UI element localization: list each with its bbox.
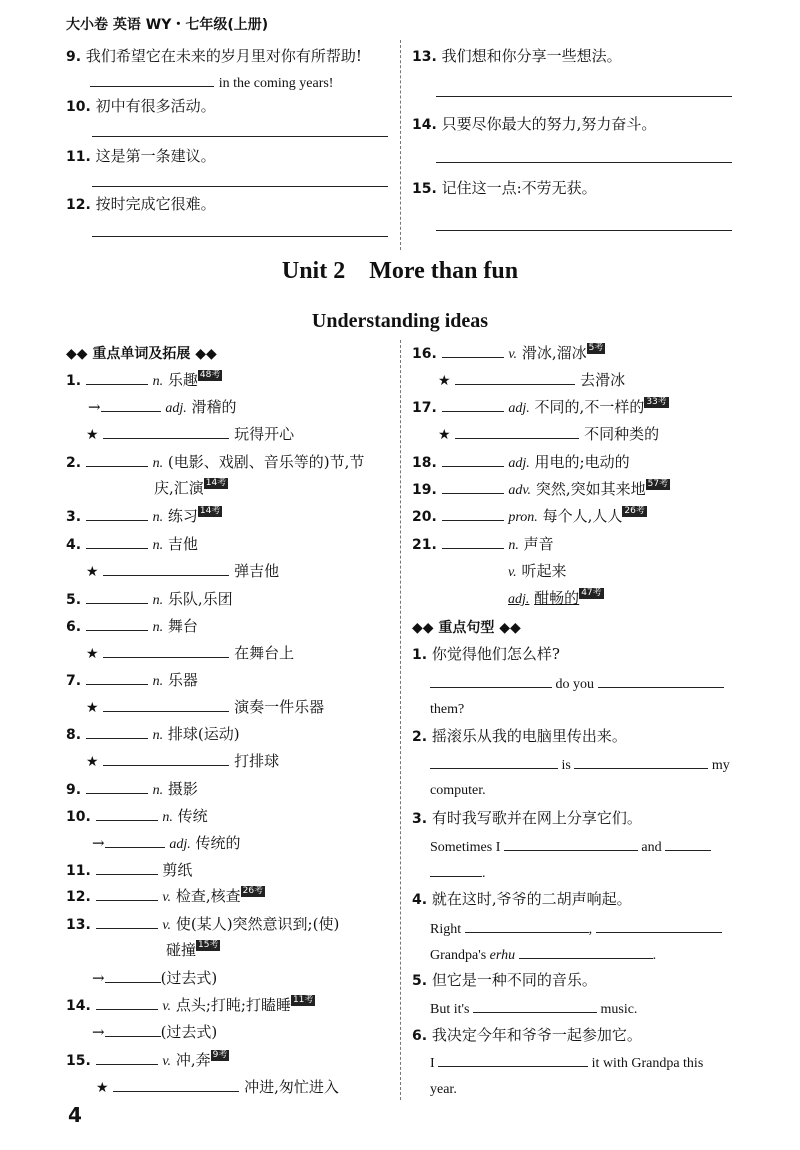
vocab-heading: ◆◆ 重点单词及拓展 ◆◆ — [66, 346, 217, 362]
sentence-answer-cont: them? — [430, 702, 465, 717]
answer-blank[interactable] — [455, 370, 575, 385]
answer-blank[interactable] — [103, 643, 229, 658]
page-number: 4 — [68, 1103, 82, 1127]
exam-count-badge: 14考 — [205, 478, 227, 488]
answer-blank[interactable] — [96, 886, 158, 901]
vocab-derivative: → (过去式) — [92, 1023, 218, 1041]
sentence-answer-cont: Grandpa's erhu . — [430, 944, 656, 966]
answer-line[interactable] — [92, 236, 388, 237]
vocab-item: 12. v. 检查,核查 26考 — [66, 886, 264, 905]
translation-answer: in the coming years! — [90, 72, 333, 94]
answer-blank[interactable] — [86, 724, 148, 739]
vocab-phrase: ★ 演奏一件乐器 — [86, 698, 325, 716]
answer-line[interactable] — [436, 230, 732, 231]
vocab-item: 3. n. 练习 14考 — [66, 506, 221, 525]
answer-blank[interactable] — [442, 397, 504, 412]
vocab-phrase: ★ 弹吉他 — [86, 562, 280, 580]
sentence-answer: I it with Grandpa this — [430, 1052, 703, 1074]
answer-blank[interactable] — [96, 914, 158, 929]
section-subtitle: Understanding ideas — [311, 310, 489, 332]
answer-blank[interactable] — [101, 397, 161, 412]
vocab-item-cont: v. 听起来 — [508, 562, 567, 580]
answer-blank[interactable] — [86, 506, 148, 521]
sentence-item: 2. 摇滚乐从我的电脑里传出来。 — [412, 727, 627, 745]
sentence-item: 5. 但它是一种不同的音乐。 — [412, 971, 597, 989]
answer-blank[interactable] — [86, 779, 148, 794]
answer-blank[interactable] — [465, 918, 589, 933]
answer-blank[interactable] — [86, 670, 148, 685]
sentence-answer-cont: year. — [430, 1082, 457, 1097]
vocab-item: 7. n. 乐器 — [66, 671, 198, 689]
exam-count-badge: 47考 — [581, 588, 602, 598]
answer-blank[interactable] — [519, 944, 653, 959]
exam-count-badge: 57考 — [647, 479, 669, 489]
vocab-derivative: → adj. 滑稽的 — [88, 398, 237, 416]
answer-blank[interactable] — [442, 506, 504, 521]
answer-blank[interactable] — [442, 452, 504, 467]
book-header: 大小卷 英语 WY・七年级(上册) — [66, 17, 269, 33]
translation-item: 10. 初中有很多活动。 — [66, 97, 216, 115]
column-divider — [400, 340, 401, 1100]
answer-blank[interactable] — [103, 561, 229, 576]
vocab-item: 20. pron. 每个人,人人 26考 — [412, 506, 645, 525]
vocab-phrase: ★ 打排球 — [86, 752, 280, 770]
exam-count-badge: 26考 — [242, 886, 264, 896]
exam-count-badge: 5考 — [588, 343, 604, 353]
answer-blank[interactable] — [86, 370, 148, 385]
answer-blank[interactable] — [86, 452, 148, 467]
answer-blank[interactable] — [473, 998, 597, 1013]
vocab-item: 13. v. 使(某人)突然意识到;(使) — [66, 915, 340, 933]
sentence-item: 4. 就在这时,爷爷的二胡声响起。 — [412, 890, 632, 908]
vocab-phrase: ★ 冲进,匆忙进入 — [96, 1078, 339, 1096]
sentence-answer: is my — [430, 754, 730, 776]
star-icon: ★ — [96, 1080, 109, 1096]
vocab-derivative: → adj. 传统的 — [92, 834, 241, 852]
answer-blank[interactable] — [96, 806, 158, 821]
star-icon: ★ — [438, 427, 451, 443]
answer-blank[interactable] — [96, 995, 158, 1010]
vocab-item: 21. n. 声音 — [412, 535, 554, 553]
star-icon: ★ — [86, 646, 99, 662]
exam-count-badge: 9考 — [212, 1050, 228, 1060]
vocab-item: 16. v. 滑冰,溜冰 5考 — [412, 343, 604, 362]
sentence-heading: ◆◆ 重点句型 ◆◆ — [412, 620, 521, 636]
answer-blank[interactable] — [596, 918, 722, 933]
answer-blank[interactable] — [103, 424, 229, 439]
answer-blank[interactable] — [105, 833, 165, 848]
translation-item: 9. 我们希望它在未来的岁月里对你有所帮助! — [66, 47, 362, 65]
vocab-derivative: → (过去式) — [92, 969, 218, 987]
answer-blank[interactable] — [103, 751, 229, 766]
exam-count-badge: 15考 — [198, 940, 219, 950]
sentence-answer: But it's music. — [430, 998, 637, 1020]
translation-item: 12. 按时完成它很难。 — [66, 195, 216, 213]
answer-blank[interactable] — [86, 616, 148, 631]
star-icon: ★ — [86, 564, 99, 580]
vocab-item: 6. n. 舞台 — [66, 617, 198, 635]
translation-item: 15. 记住这一点:不劳无获。 — [412, 179, 597, 197]
vocab-item: 17. adj. 不同的,不一样的 33考 — [412, 397, 667, 416]
answer-blank[interactable] — [105, 968, 161, 983]
vocab-item: 9. n. 摄影 — [66, 780, 198, 798]
answer-line[interactable] — [92, 136, 388, 137]
star-icon: ★ — [86, 427, 99, 443]
answer-blank[interactable] — [86, 534, 148, 549]
vocab-item: 8. n. 排球(运动) — [66, 725, 240, 743]
answer-line[interactable] — [436, 162, 732, 163]
exam-count-badge: 26考 — [624, 506, 645, 516]
unit-title: Unit 2 More than fun — [281, 258, 519, 284]
vocab-phrase: ★ 在舞台上 — [86, 644, 295, 662]
sentence-answer: do you — [430, 673, 724, 695]
exam-count-badge: 48考 — [199, 370, 221, 380]
vocab-item: 11. 剪纸 — [66, 861, 193, 879]
vocab-item: 18. adj. 用电的;电动的 — [412, 453, 630, 471]
answer-blank[interactable] — [96, 1050, 158, 1065]
sentence-answer-cont: computer. — [430, 783, 486, 798]
answer-blank[interactable] — [665, 836, 711, 851]
star-icon: ★ — [86, 700, 99, 716]
vocab-item-cont: 碰撞 15考 — [166, 940, 219, 959]
answer-blank[interactable] — [103, 697, 229, 712]
star-icon: ★ — [86, 754, 99, 770]
answer-blank[interactable] — [442, 534, 504, 549]
sentence-answer: Right , — [430, 918, 722, 940]
vocab-item-cont: 庆,汇演 14考 — [154, 478, 227, 497]
answer-blank[interactable] — [455, 424, 579, 439]
answer-line[interactable] — [92, 186, 388, 187]
answer-blank[interactable] — [442, 343, 504, 358]
answer-blank[interactable] — [96, 860, 158, 875]
answer-blank[interactable] — [504, 836, 638, 851]
answer-blank[interactable] — [438, 1052, 588, 1067]
vocab-item: 14. v. 点头;打盹;打瞌睡 11考 — [66, 995, 314, 1014]
answer-blank[interactable] — [574, 754, 708, 769]
sentence-item: 6. 我决定今年和爷爷一起参加它。 — [412, 1026, 642, 1044]
answer-blank[interactable] — [442, 479, 504, 494]
translation-item: 14. 只要尽你最大的努力,努力奋斗。 — [412, 115, 657, 133]
translation-item: 11. 这是第一条建议。 — [66, 147, 216, 165]
answer-blank[interactable] — [430, 754, 558, 769]
vocab-item: 19. adv. 突然,突如其来地 57考 — [412, 479, 669, 498]
star-icon: ★ — [438, 373, 451, 389]
answer-blank[interactable] — [598, 673, 724, 688]
sentence-answer-cont: . — [430, 862, 486, 884]
vocab-item: 4. n. 吉他 — [66, 535, 198, 553]
answer-blank[interactable] — [86, 589, 148, 604]
vocab-item: 15. v. 冲,奔 9考 — [66, 1050, 228, 1069]
exam-count-badge: 33考 — [646, 397, 667, 407]
column-divider — [400, 40, 401, 250]
vocab-phrase: ★ 去滑冰 — [438, 371, 626, 389]
vocab-item: 2. n. (电影、戏剧、音乐等的)节,节 — [66, 453, 365, 471]
sentence-item: 1. 你觉得他们怎么样? — [412, 645, 560, 663]
vocab-phrase: ★ 玩得开心 — [86, 425, 295, 443]
answer-line[interactable] — [436, 96, 732, 97]
answer-blank[interactable] — [105, 1022, 161, 1037]
answer-blank[interactable] — [430, 862, 482, 877]
translation-item: 13. 我们想和你分享一些想法。 — [412, 47, 622, 65]
vocab-item: 10. n. 传统 — [66, 807, 208, 825]
vocab-phrase: ★ 不同种类的 — [438, 425, 660, 443]
answer-blank[interactable] — [113, 1077, 239, 1092]
sentence-answer: Sometimes I and — [430, 836, 711, 858]
exam-count-badge: 11考 — [292, 995, 314, 1005]
answer-blank[interactable] — [430, 673, 552, 688]
vocab-item-cont: adj. 酣畅的 47考 — [508, 588, 602, 607]
answer-blank[interactable] — [90, 72, 214, 87]
vocab-item: 1. n. 乐趣 48考 — [66, 370, 221, 389]
vocab-item: 5. n. 乐队,乐团 — [66, 590, 233, 608]
exam-count-badge: 14考 — [199, 506, 221, 516]
sentence-item: 3. 有时我写歌并在网上分享它们。 — [412, 809, 642, 827]
